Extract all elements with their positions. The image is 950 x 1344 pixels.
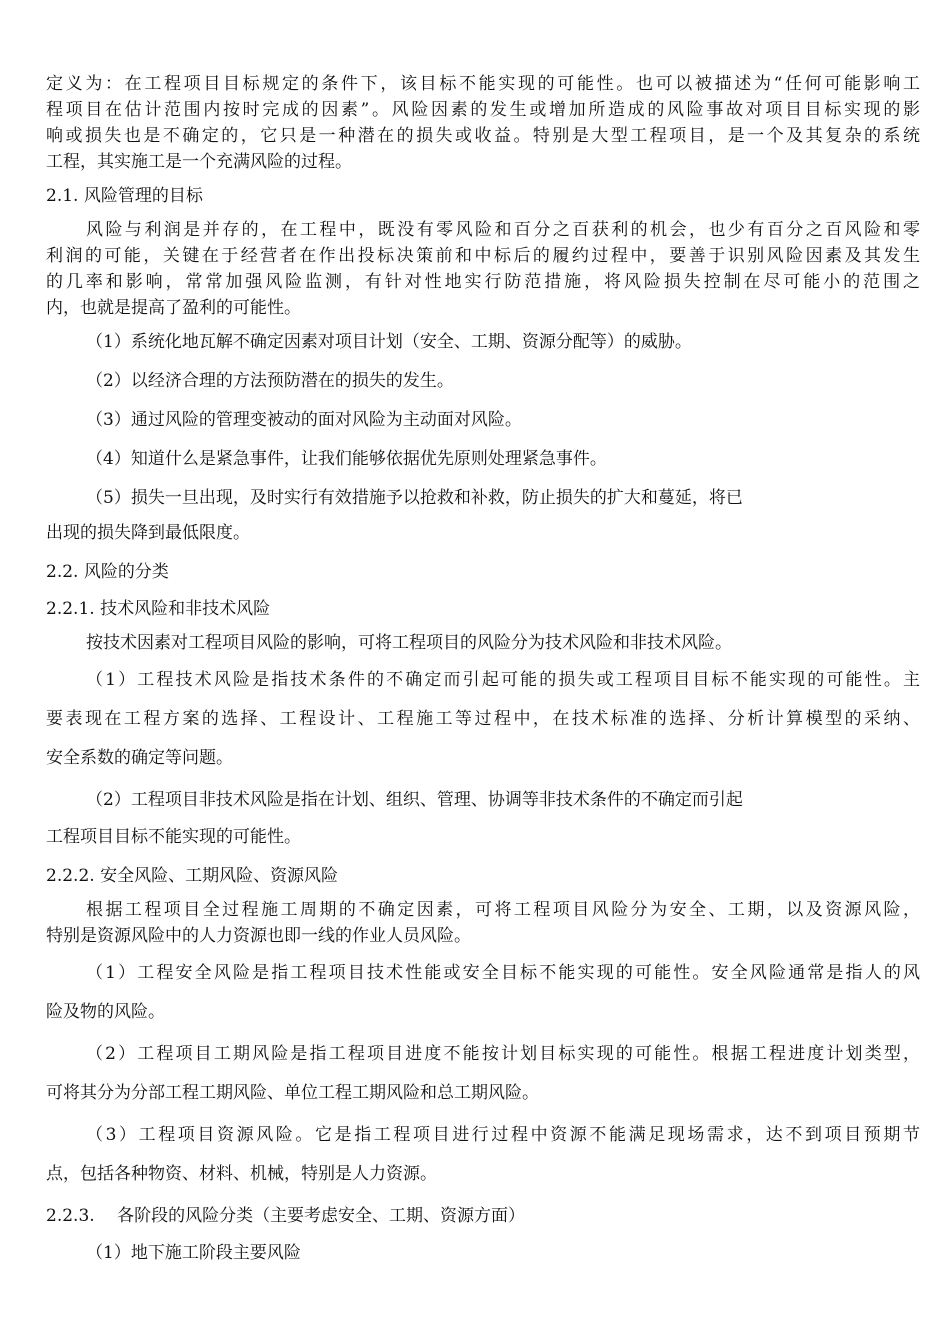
- list-item: （2）工程项目工期风险是指工程项目进度不能按计划目标实现的可能性。根据工程进度计划类型，: [86, 1044, 920, 1064]
- paragraph-line: 工程项目目标不能实现的可能性。: [46, 827, 301, 847]
- paragraph-line: 响或损失也是不确定的，它只是一种潜在的损失或收益。特别是大型工程项目，是一个及其复杂的系统: [46, 126, 920, 146]
- paragraph-line: 按技术因素对工程项目风险的影响，可将工程项目的风险分为技术风险和非技术风险。: [86, 633, 732, 653]
- list-item: （4）知道什么是紧急事件，让我们能够依据优先原则处理紧急事件。: [86, 449, 607, 469]
- paragraph-line: 险及物的风险。: [46, 1002, 165, 1022]
- paragraph-line: 工程，其实施工是一个充满风险的过程。: [46, 152, 352, 172]
- paragraph-line: 安全系数的确定等问题。: [46, 748, 233, 768]
- subsection-heading: 2.2.1. 技术风险和非技术风险: [46, 599, 271, 619]
- paragraph-line: 点，包括各种物资、材料、机械，特别是人力资源。: [46, 1164, 437, 1184]
- list-item: （5）损失一旦出现，及时实行有效措施予以抢救和补救，防止损失的扩大和蔓延，将已: [86, 488, 743, 508]
- paragraph-line: 利润的可能，关键在于经营者在作出投标决策前和中标后的履约过程中，要善于识别风险因素及其发生: [46, 246, 920, 266]
- paragraph-line: 内，也就是提高了盈利的可能性。: [46, 298, 301, 318]
- list-item: （2）工程项目非技术风险是指在计划、组织、管理、协调等非技术条件的不确定而引起: [86, 790, 743, 810]
- list-item: （3）通过风险的管理变被动的面对风险为主动面对风险。: [86, 410, 522, 430]
- paragraph-line: 风险与利润是并存的，在工程中，既没有零风险和百分之百获利的机会，也少有百分之百风险和零: [86, 220, 920, 240]
- list-item: （1）地下施工阶段主要风险: [86, 1243, 301, 1263]
- list-item: （3）工程项目资源风险。它是指工程项目进行过程中资源不能满足现场需求，达不到项目预期节: [86, 1125, 920, 1145]
- paragraph-line: 定义为：在工程项目目标规定的条件下，该目标不能实现的可能性。也可以被描述为“任何可能影响工: [46, 74, 920, 94]
- subsection-heading: 2.2.2. 安全风险、工期风险、资源风险: [46, 866, 339, 886]
- list-item: （2）以经济合理的方法预防潜在的损失的发生。: [86, 371, 454, 391]
- section-heading: 2.1. 风险管理的目标: [46, 186, 203, 206]
- list-item: （1）工程技术风险是指技术条件的不确定而引起可能的损失或工程项目目标不能实现的可能性。主: [86, 670, 920, 690]
- paragraph-line: 要表现在工程方案的选择、工程设计、工程施工等过程中，在技术标准的选择、分析计算模型的采纳、: [46, 709, 920, 729]
- paragraph-line: 程项目在估计范围内按时完成的因素”。风险因素的发生或增加所造成的风险事故对项目目标实现的影: [46, 100, 920, 120]
- paragraph-line: 出现的损失降到最低限度。: [46, 523, 250, 543]
- paragraph-line: 根据工程项目全过程施工周期的不确定因素，可将工程项目风险分为安全、工期，以及资源风险，: [86, 900, 920, 920]
- paragraph-line: 可将其分为分部工程工期风险、单位工程工期风险和总工期风险。: [46, 1083, 539, 1103]
- paragraph-line: 特别是资源风险中的人力资源也即一线的作业人员风险。: [46, 926, 471, 946]
- list-item: （1）工程安全风险是指工程项目技术性能或安全目标不能实现的可能性。安全风险通常是指人的风: [86, 963, 920, 983]
- subsection-heading: 2.2.3. 各阶段的风险分类（主要考虑安全、工期、资源方面）: [46, 1206, 526, 1226]
- section-heading: 2.2. 风险的分类: [46, 562, 169, 582]
- paragraph-line: 的几率和影响，常常加强风险监测，有针对性地实行防范措施，将风险损失控制在尽可能小的范围之: [46, 272, 920, 292]
- list-item: （1）系统化地瓦解不确定因素对项目计划（安全、工期、资源分配等）的威胁。: [86, 332, 692, 352]
